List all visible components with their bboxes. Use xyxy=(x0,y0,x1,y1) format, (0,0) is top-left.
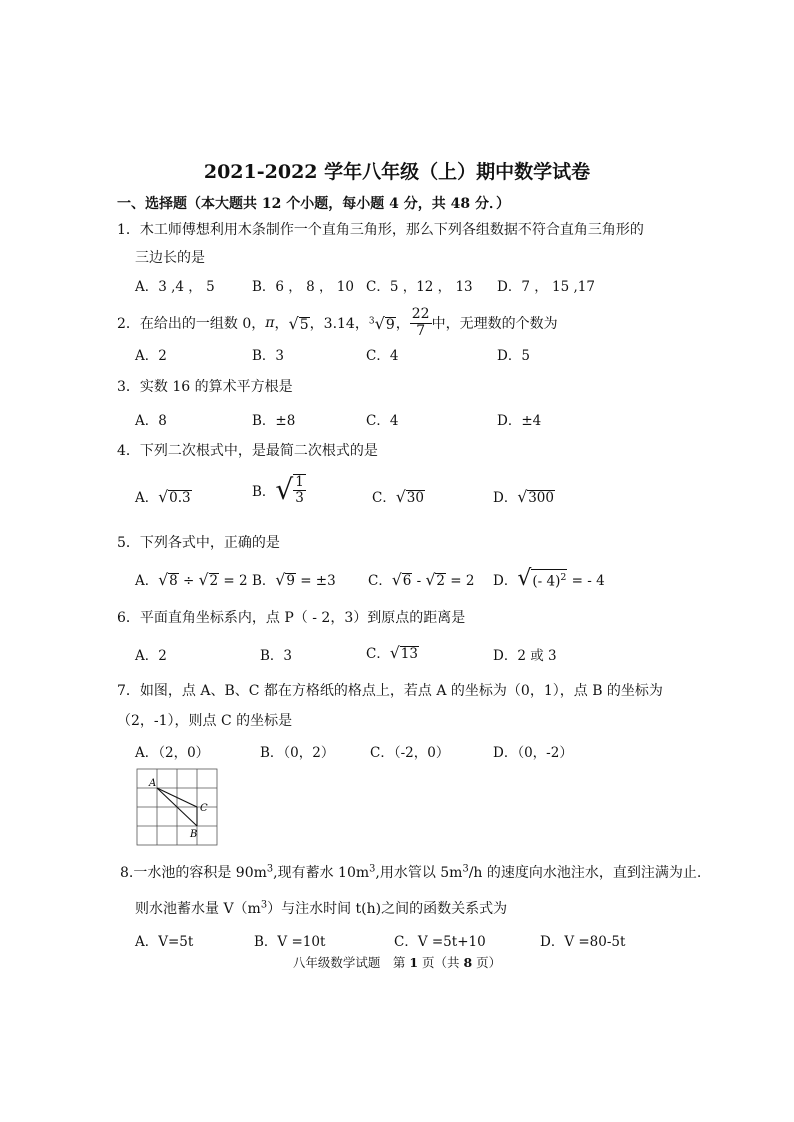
q5-option-d: D．√(- 4)$^2$ = - 4 xyxy=(493,566,605,591)
q3-stem: 3．实数 16 的算术平方根是 xyxy=(117,379,293,395)
q3-option-d: D．±4 xyxy=(497,413,542,429)
q1-option-b: B．6 ， 8 ， 10 xyxy=(252,279,354,295)
q2-option-b: B．3 xyxy=(252,348,285,364)
q3-option-c: C．4 xyxy=(366,413,399,429)
q1-stem-line2: 三边长的是 xyxy=(135,250,205,266)
point-a-label: A xyxy=(149,778,157,789)
q2-stem xyxy=(117,303,558,343)
q6-stem: 6．平面直角坐标系内，点 P（ - 2，3）到原点的距离是 xyxy=(117,610,466,626)
fraction-22-7: $\frac{22}{7}$ xyxy=(411,306,430,339)
q8-option-b: B．V =10t xyxy=(254,934,326,950)
pi-symbol: π xyxy=(265,315,275,331)
point-b-label: B xyxy=(190,829,198,840)
q2-stem-end: 中，无理数的个数为 xyxy=(431,316,558,332)
sqrt-5: √5 xyxy=(288,313,309,333)
q8-stem-line1: 8.一水池的容积是 $90m^3$,现有蓄水 $10m^3$,用水管以 $5m^3/h$ 的速度向水池注水，直到注满为止. xyxy=(120,863,702,881)
q2-option-d: D．5 xyxy=(497,348,530,364)
q1-option-c: C．5 ，12 ， 13 xyxy=(366,279,473,295)
q2-sep2: ，3.14， xyxy=(309,316,369,332)
q4-option-c: C．√30 xyxy=(372,488,424,506)
q5-option-c: C．√6 - √2 = 2 xyxy=(368,571,475,589)
q6-option-d: D．2 或 3 xyxy=(493,648,557,664)
q7-option-c: C．（-2，0） xyxy=(370,745,450,761)
q2-option-a: A．2 xyxy=(135,348,167,364)
q7-option-d: D．（0，-2） xyxy=(493,745,573,761)
q5-stem: 5．下列各式中，正确的是 xyxy=(117,535,280,551)
section-heading: 一、选择题（本大题共 12 个小题，每小题 4 分，共 48 分．） xyxy=(117,196,510,212)
exam-title: 2021-2022 学年八年级（上）期中数学试卷 xyxy=(203,161,591,183)
page-number: 1 xyxy=(409,955,419,970)
q7-option-b: B．（0，2） xyxy=(260,745,335,761)
q4-option-b: B． √ $\frac{1}{3}$ xyxy=(252,472,304,506)
q8-option-d: D．V =80-5t xyxy=(540,934,626,950)
q4-option-a: A．√0.3 xyxy=(135,488,191,506)
q7-stem-line1: 7．如图，点 A、B、C 都在方格纸的格点上，若点 A 的坐标为（0，1），点 B 的坐标为 xyxy=(117,683,663,699)
q8-stem-line2: 则水池蓄水量 $V(m^3)$与注水时间 t(h)之间的函数关系式为 xyxy=(135,899,508,917)
q7-option-a: A．（2，0） xyxy=(135,745,210,761)
q2-sep1: ， xyxy=(274,316,289,332)
q8-option-c: C．V =5t+10 xyxy=(394,934,486,950)
page-footer: 八年级数学试题 第 1 页（共 8 页） xyxy=(292,955,502,970)
q1-option-a: A．3 ,4 ， 5 xyxy=(135,279,215,295)
q2-sep3: ， xyxy=(395,316,410,332)
q5-option-a: A．√8 ÷ √2 = 2 xyxy=(135,571,248,589)
point-c-label: C xyxy=(200,803,208,814)
q6-option-b: B．3 xyxy=(260,648,293,664)
q2-stem-start: 2．在给出的一组数 0， xyxy=(117,316,266,332)
q6-option-c: C．√13 xyxy=(366,644,418,662)
q3-option-a: A．8 xyxy=(135,413,167,429)
cbrt-9: $^3$√9 xyxy=(368,313,395,333)
q8-option-a: A．V=5t xyxy=(135,934,194,950)
page-total: 8 xyxy=(463,955,473,970)
q5-option-b: B．√9 = ±3 xyxy=(252,571,336,589)
q1-option-d: D．7 ， 15 ,17 xyxy=(497,279,595,295)
q6-option-a: A．2 xyxy=(135,648,167,664)
q7-grid-figure xyxy=(136,767,220,847)
q4-stem: 4．下列二次根式中，是最简二次根式的是 xyxy=(117,443,378,459)
q3-option-b: B．±8 xyxy=(252,413,296,429)
q4-option-d: D．√300 xyxy=(493,488,554,506)
q1-stem-line1: 1．木工师傅想利用木条制作一个直角三角形，那么下列各组数据不符合直角三角形的 xyxy=(117,222,644,238)
q7-stem-line2: （2，-1），则点 C 的坐标是 xyxy=(117,713,293,729)
q2-option-c: C．4 xyxy=(366,348,399,364)
